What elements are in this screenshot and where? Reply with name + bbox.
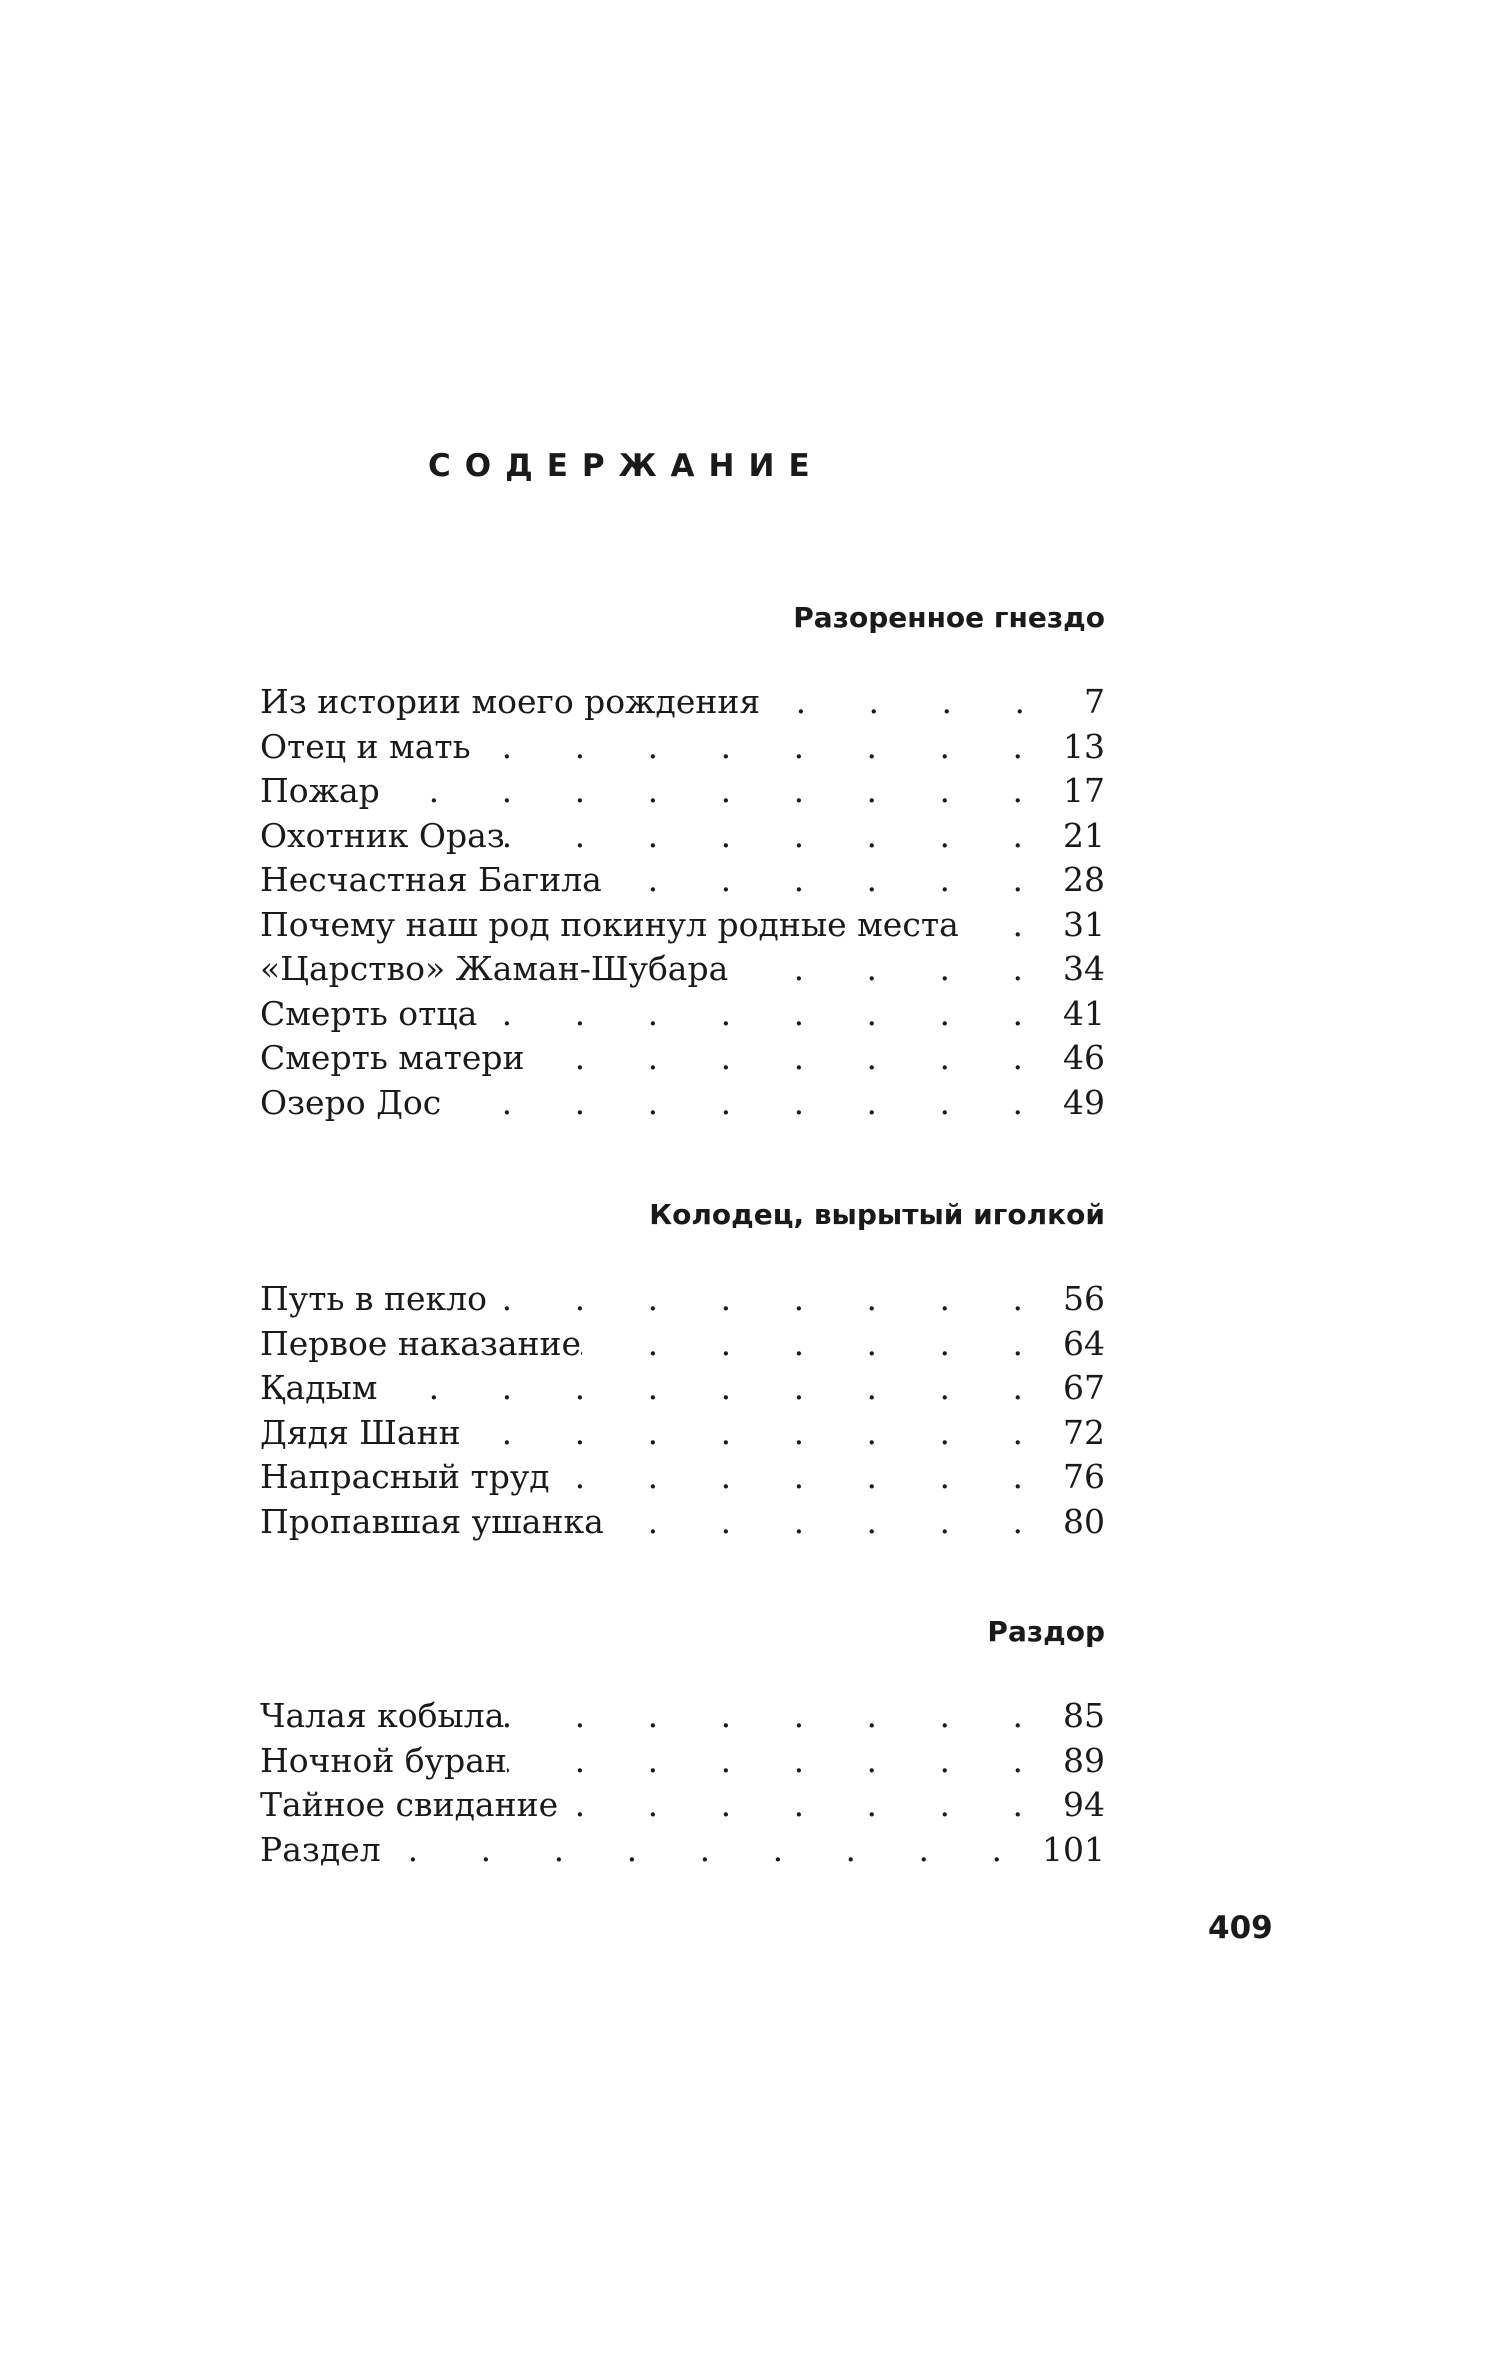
toc-entry-title: Почему наш род покинул родные места: [260, 904, 959, 944]
toc-entry-title: Дядя Шанн: [260, 1412, 461, 1452]
page-number: 409: [1208, 1910, 1273, 1946]
toc-entry-title: Пропавшая ушанка: [260, 1501, 604, 1541]
toc-entry-title: Ночной буран: [260, 1740, 507, 1780]
dot-leader: [477, 992, 1063, 1037]
toc-entry: [260, 1828, 1105, 1873]
toc-list-section-2: [260, 1277, 1105, 1544]
toc-entry-title: Путь в пекло: [260, 1279, 487, 1318]
toc-entry-page: 7: [1084, 682, 1105, 721]
toc-entry-page: 13: [1063, 726, 1105, 766]
toc-entry-page: 41: [1063, 993, 1105, 1033]
toc-entry: [260, 1455, 1105, 1500]
toc-entry-title: Первое наказание: [260, 1323, 582, 1363]
toc-entry-title: Қадым: [260, 1368, 378, 1407]
toc-entry-page: 34: [1063, 949, 1105, 988]
dot-leader: [380, 769, 1063, 814]
toc-entry: [260, 992, 1105, 1037]
toc-entry-page: 72: [1063, 1412, 1105, 1452]
toc-entry-title: Смерть отца: [260, 993, 478, 1033]
toc-entry-page: 28: [1063, 860, 1105, 899]
toc-entry: [260, 725, 1105, 770]
dot-leader: [760, 680, 1065, 725]
toc-entry-title: Отец и мать: [260, 726, 471, 766]
toc-entry-title: Охотник Ораз: [260, 815, 505, 855]
toc-entry-title: Смерть матери: [260, 1038, 525, 1077]
toc-entry: [260, 1036, 1105, 1081]
toc-entry-page: 49: [1063, 1082, 1105, 1122]
toc-entry-page: 17: [1063, 771, 1105, 810]
toc-entry-page: 89: [1063, 1740, 1105, 1780]
toc-entry-page: 101: [1042, 1829, 1105, 1869]
toc-entry-title: Несчастная Багила: [260, 860, 602, 899]
toc-entry-page: 46: [1063, 1038, 1105, 1077]
dot-leader: [504, 1694, 1063, 1739]
toc-entry: [260, 947, 1105, 992]
dot-leader: [728, 947, 1063, 992]
toc-list-section-3: [260, 1694, 1105, 1872]
toc-entry: [260, 1411, 1105, 1456]
toc-entry: [260, 858, 1105, 903]
toc-entry-title: Тайное свидание: [260, 1785, 559, 1824]
dot-leader: [550, 1455, 1063, 1500]
toc-entry: [260, 903, 1105, 948]
toc-entry-page: 64: [1063, 1323, 1105, 1363]
toc-entry-title: Напрасный труд: [260, 1457, 550, 1496]
toc-entry-page: 67: [1063, 1368, 1105, 1407]
toc-entry: [260, 680, 1105, 725]
toc-entry-page: 94: [1063, 1785, 1105, 1824]
dot-leader: [505, 814, 1063, 859]
toc-entry-title: Раздел: [260, 1829, 381, 1869]
section-heading-3: Раздор: [987, 1615, 1105, 1648]
dot-leader: [441, 1081, 1063, 1126]
toc-entry: [260, 1739, 1105, 1784]
dot-leader: [959, 903, 1063, 948]
toc-entry-page: 31: [1063, 904, 1105, 944]
dot-leader: [461, 1411, 1063, 1456]
toc-entry-page: 76: [1063, 1457, 1105, 1496]
dot-leader: [581, 1322, 1063, 1367]
section-heading-2: Колодец, вырытый иголкой: [649, 1198, 1105, 1231]
toc-entry: [260, 1366, 1105, 1411]
toc-entry: [260, 1277, 1105, 1322]
toc-entry-page: 80: [1063, 1501, 1105, 1541]
toc-entry: [260, 814, 1105, 859]
dot-leader: [471, 725, 1063, 770]
page-title: СОДЕРЖАНИЕ: [428, 448, 824, 484]
toc-entry-page: 85: [1063, 1696, 1105, 1735]
dot-leader: [487, 1277, 1063, 1322]
dot-leader: [381, 1828, 1042, 1873]
section-heading-1: Разоренное гнездо: [793, 601, 1105, 634]
dot-leader: [525, 1036, 1063, 1081]
toc-list-section-1: [260, 680, 1105, 1125]
toc-entry: [260, 769, 1105, 814]
dot-leader: [604, 1500, 1063, 1545]
toc-entry: [260, 1081, 1105, 1126]
toc-entry-title: Озеро Дос: [260, 1082, 442, 1122]
toc-entry-title: «Царство» Жаман-Шубара: [260, 949, 729, 988]
dot-leader: [558, 1783, 1063, 1828]
toc-entry-title: Пожар: [260, 771, 380, 810]
dot-leader: [377, 1366, 1063, 1411]
toc-entry-page: 21: [1063, 815, 1105, 855]
toc-entry: [260, 1500, 1105, 1545]
dot-leader: [507, 1739, 1063, 1784]
toc-entry-title: Из истории моего рождения: [260, 682, 761, 721]
toc-entry: [260, 1783, 1105, 1828]
toc-entry-title: Чалая кобыла: [260, 1696, 505, 1735]
toc-entry: [260, 1322, 1105, 1367]
toc-entry-page: 56: [1063, 1279, 1105, 1318]
dot-leader: [602, 858, 1063, 903]
toc-entry: [260, 1694, 1105, 1739]
